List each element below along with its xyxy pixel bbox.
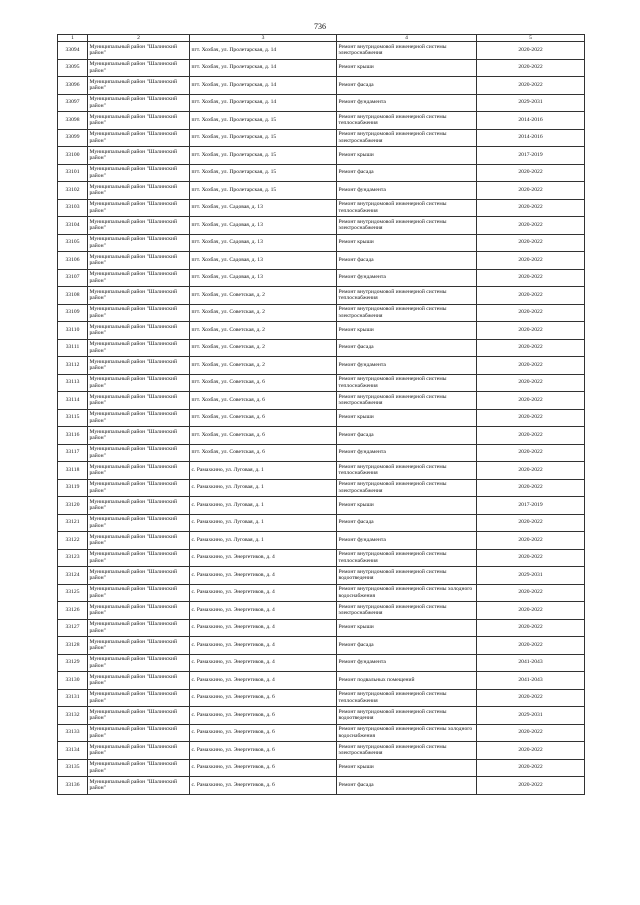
period-cell: 2020-2022 [477,427,585,445]
row-number: 33127 [58,619,88,637]
work-type-cell: Ремонт внутридомовой инженерной системы электроснабжения [337,479,477,497]
row-number: 33100 [58,147,88,165]
work-type-cell: Ремонт фундамента [337,532,477,550]
address-cell: с. Рамахкино, ул. Луговая, д. 1 [190,479,337,497]
municipality-cell: Муниципальный район "Шалинский район" [88,532,190,550]
table-row [58,689,585,707]
work-type-cell: Ремонт внутридомовой инженерной системы водоотведения [337,567,477,585]
address-cell: с. Рамахкино, ул. Энергетиков, д. 6 [190,742,337,760]
municipality-cell: Муниципальный район "Шалинский район" [88,549,190,567]
work-type-cell: Ремонт подвальных помещений [337,672,477,690]
period-cell: 2020-2022 [477,234,585,252]
address-cell: пгт. Хохбач, ул. Советская, д. 2 [190,304,337,322]
work-type-cell: Ремонт фасада [337,339,477,357]
municipality-cell: Муниципальный район "Шалинский район" [88,619,190,637]
address-cell: пгт. Хохбач, ул. Советская, д. 2 [190,322,337,340]
row-number: 33120 [58,497,88,515]
row-number: 33114 [58,392,88,410]
period-cell: 2029-2031 [477,567,585,585]
table-row [58,724,585,742]
municipality-cell: Муниципальный район "Шалинский район" [88,672,190,690]
address-cell: пгт. Хохбач, ул. Пролетарская, д. 14 [190,42,337,60]
address-cell: с. Рамахкино, ул. Энергетиков, д. 4 [190,619,337,637]
table-row [58,322,585,340]
period-cell: 2041-2043 [477,672,585,690]
work-type-cell: Ремонт внутридомовой инженерной системы электроснабжения [337,602,477,620]
work-type-cell: Ремонт внутридомовой инженерной системы электроснабжения [337,304,477,322]
table-row [58,252,585,270]
row-number: 33112 [58,357,88,375]
period-cell: 2020-2022 [477,182,585,200]
table-row [58,147,585,165]
table-row [58,199,585,217]
period-cell: 2017-2019 [477,497,585,515]
row-number: 33130 [58,672,88,690]
period-cell: 2020-2022 [477,532,585,550]
work-type-cell: Ремонт внутридомовой инженерной системы теплоснабжения [337,689,477,707]
period-cell: 2020-2022 [477,374,585,392]
row-number: 33099 [58,129,88,147]
work-type-cell: Ремонт внутридомовой инженерной системы теплоснабжения [337,112,477,130]
work-type-cell: Ремонт внутридомовой инженерной системы электроснабжения [337,742,477,760]
table-row [58,182,585,200]
row-number: 33132 [58,707,88,725]
table-row [58,707,585,725]
register-body [58,42,585,795]
municipality-cell: Муниципальный район "Шалинский район" [88,339,190,357]
address-cell: с. Рамахкино, ул. Луговая, д. 1 [190,532,337,550]
row-number: 33134 [58,742,88,760]
address-cell: пгт. Хохбач, ул. Пролетарская, д. 15 [190,129,337,147]
period-cell: 2020-2022 [477,602,585,620]
work-type-cell: Ремонт крыши [337,409,477,427]
municipality-cell: Муниципальный район "Шалинский район" [88,147,190,165]
address-cell: с. Рамахкино, ул. Энергетиков, д. 6 [190,689,337,707]
period-cell: 2020-2022 [477,479,585,497]
municipality-cell: Муниципальный район "Шалинский район" [88,217,190,235]
address-cell: пгт. Хохбач, ул. Садовая, д. 13 [190,217,337,235]
row-number: 33111 [58,339,88,357]
municipality-cell: Муниципальный район "Шалинский район" [88,94,190,112]
address-cell: пгт. Хохбач, ул. Садовая, д. 13 [190,199,337,217]
address-cell: пгт. Хохбач, ул. Пролетарская, д. 14 [190,59,337,77]
column-header: 1 [58,35,88,42]
table-row [58,59,585,77]
period-cell: 2020-2022 [477,269,585,287]
repair-register-table [57,34,585,795]
table-row [58,444,585,462]
municipality-cell: Муниципальный район "Шалинский район" [88,514,190,532]
address-cell: пгт. Хохбач, ул. Пролетарская, д. 15 [190,147,337,165]
work-type-cell: Ремонт внутридомовой инженерной системы электроснабжения [337,392,477,410]
period-cell: 2020-2022 [477,689,585,707]
work-type-cell: Ремонт фундамента [337,269,477,287]
address-cell: пгт. Хохбач, ул. Пролетарская, д. 15 [190,182,337,200]
row-number: 33110 [58,322,88,340]
row-number: 33116 [58,427,88,445]
address-cell: пгт. Хохбач, ул. Садовая, д. 13 [190,252,337,270]
table-row [58,287,585,305]
address-cell: с. Рамахкино, ул. Энергетиков, д. 6 [190,759,337,777]
table-row [58,672,585,690]
address-cell: с. Рамахкино, ул. Энергетиков, д. 4 [190,584,337,602]
period-cell: 2020-2022 [477,409,585,427]
column-header: 3 [190,35,337,42]
period-cell: 2020-2022 [477,339,585,357]
row-number: 33133 [58,724,88,742]
municipality-cell: Муниципальный район "Шалинский район" [88,707,190,725]
work-type-cell: Ремонт фасада [337,777,477,795]
work-type-cell: Ремонт фасада [337,514,477,532]
period-cell: 2020-2022 [477,619,585,637]
period-cell: 2020-2022 [477,514,585,532]
row-number: 33102 [58,182,88,200]
table-row [58,42,585,60]
table-row [58,427,585,445]
work-type-cell: Ремонт внутридомовой инженерной системы теплоснабжения [337,549,477,567]
table-row [58,269,585,287]
row-number: 33106 [58,252,88,270]
period-cell: 2017-2019 [477,147,585,165]
row-number: 33103 [58,199,88,217]
address-cell: пгт. Хохбач, ул. Садовая, д. 13 [190,269,337,287]
table-row [58,479,585,497]
municipality-cell: Муниципальный район "Шалинский район" [88,392,190,410]
row-number: 33109 [58,304,88,322]
table-row [58,514,585,532]
work-type-cell: Ремонт фасада [337,164,477,182]
period-cell: 2020-2022 [477,77,585,95]
table-row [58,462,585,480]
municipality-cell: Муниципальный район "Шалинский район" [88,689,190,707]
period-cell: 2020-2022 [477,724,585,742]
period-cell: 2020-2022 [477,584,585,602]
address-cell: с. Рамахкино, ул. Энергетиков, д. 4 [190,672,337,690]
address-cell: пгт. Хохбач, ул. Советская, д. 6 [190,374,337,392]
municipality-cell: Муниципальный район "Шалинский район" [88,462,190,480]
period-cell: 2014-2016 [477,112,585,130]
period-cell: 2020-2022 [477,637,585,655]
period-cell: 2014-2016 [477,129,585,147]
address-cell: с. Рамахкино, ул. Энергетиков, д. 6 [190,724,337,742]
row-number: 33126 [58,602,88,620]
table-row [58,409,585,427]
address-cell: пгт. Хохбач, ул. Советская, д. 2 [190,339,337,357]
address-cell: пгт. Хохбач, ул. Советская, д. 6 [190,392,337,410]
address-cell: пгт. Хохбач, ул. Садовая, д. 13 [190,234,337,252]
row-number: 33098 [58,112,88,130]
row-number: 33095 [58,59,88,77]
period-cell: 2020-2022 [477,357,585,375]
address-cell: пгт. Хохбач, ул. Пролетарская, д. 15 [190,164,337,182]
work-type-cell: Ремонт внутридомовой инженерной системы электроснабжения [337,129,477,147]
municipality-cell: Муниципальный район "Шалинский район" [88,164,190,182]
table-row [58,619,585,637]
period-cell: 2020-2022 [477,199,585,217]
address-cell: с. Рамахкино, ул. Энергетиков, д. 4 [190,602,337,620]
municipality-cell: Муниципальный район "Шалинский район" [88,567,190,585]
municipality-cell: Муниципальный район "Шалинский район" [88,269,190,287]
address-cell: с. Рамахкино, ул. Луговая, д. 1 [190,514,337,532]
work-type-cell: Ремонт внутридомовой инженерной системы холодного водоснабжения [337,584,477,602]
period-cell: 2020-2022 [477,759,585,777]
table-row [58,112,585,130]
municipality-cell: Муниципальный район "Шалинский район" [88,759,190,777]
table-row [58,567,585,585]
row-number: 33128 [58,637,88,655]
row-number: 33096 [58,77,88,95]
period-cell: 2020-2022 [477,742,585,760]
work-type-cell: Ремонт внутридомовой инженерной системы теплоснабжения [337,287,477,305]
column-header: 4 [337,35,477,42]
row-number: 33125 [58,584,88,602]
municipality-cell: Муниципальный район "Шалинский район" [88,409,190,427]
row-number: 33117 [58,444,88,462]
municipality-cell: Муниципальный район "Шалинский район" [88,444,190,462]
work-type-cell: Ремонт фасада [337,252,477,270]
address-cell: с. Рамахкино, ул. Энергетиков, д. 4 [190,654,337,672]
row-number: 33119 [58,479,88,497]
row-number: 33124 [58,567,88,585]
work-type-cell: Ремонт крыши [337,147,477,165]
municipality-cell: Муниципальный район "Шалинский район" [88,129,190,147]
municipality-cell: Муниципальный район "Шалинский район" [88,637,190,655]
page-number: 736 [314,22,326,31]
table-row [58,584,585,602]
table-row [58,602,585,620]
municipality-cell: Муниципальный район "Шалинский район" [88,357,190,375]
municipality-cell: Муниципальный район "Шалинский район" [88,584,190,602]
row-number: 33129 [58,654,88,672]
address-cell: с. Рамахкино, ул. Энергетиков, д. 4 [190,637,337,655]
municipality-cell: Муниципальный район "Шалинский район" [88,234,190,252]
period-cell: 2029-2031 [477,94,585,112]
header-row [58,35,585,42]
work-type-cell: Ремонт фундамента [337,182,477,200]
work-type-cell: Ремонт фасада [337,637,477,655]
work-type-cell: Ремонт внутридомовой инженерной системы теплоснабжения [337,462,477,480]
table-row [58,549,585,567]
municipality-cell: Муниципальный район "Шалинский район" [88,287,190,305]
period-cell: 2020-2022 [477,252,585,270]
address-cell: с. Рамахкино, ул. Луговая, д. 1 [190,497,337,515]
row-number: 33122 [58,532,88,550]
work-type-cell: Ремонт фундамента [337,444,477,462]
address-cell: пгт. Хохбач, ул. Пролетарская, д. 15 [190,112,337,130]
address-cell: с. Рамахкино, ул. Луговая, д. 1 [190,462,337,480]
period-cell: 2020-2022 [477,549,585,567]
address-cell: пгт. Хохбач, ул. Пролетарская, д. 14 [190,77,337,95]
municipality-cell: Муниципальный район "Шалинский район" [88,479,190,497]
work-type-cell: Ремонт внутридомовой инженерной системы теплоснабжения [337,199,477,217]
period-cell: 2020-2022 [477,444,585,462]
work-type-cell: Ремонт фасада [337,427,477,445]
table-row [58,637,585,655]
period-cell: 2020-2022 [477,164,585,182]
row-number: 33118 [58,462,88,480]
address-cell: пгт. Хохбач, ул. Советская, д. 6 [190,427,337,445]
period-cell: 2020-2022 [477,287,585,305]
table-row [58,304,585,322]
address-cell: пгт. Хохбач, ул. Советская, д. 2 [190,357,337,375]
municipality-cell: Муниципальный район "Шалинский район" [88,112,190,130]
municipality-cell: Муниципальный район "Шалинский район" [88,182,190,200]
period-cell: 2020-2022 [477,322,585,340]
period-cell: 2020-2022 [477,42,585,60]
address-cell: с. Рамахкино, ул. Энергетиков, д. 4 [190,567,337,585]
municipality-cell: Муниципальный район "Шалинский район" [88,199,190,217]
period-cell: 2041-2043 [477,654,585,672]
work-type-cell: Ремонт крыши [337,322,477,340]
address-cell: пгт. Хохбач, ул. Пролетарская, д. 14 [190,94,337,112]
table-row [58,94,585,112]
table-row [58,234,585,252]
period-cell: 2029-2031 [477,707,585,725]
table-row [58,532,585,550]
row-number: 33123 [58,549,88,567]
work-type-cell: Ремонт крыши [337,759,477,777]
period-cell: 2020-2022 [477,59,585,77]
municipality-cell: Муниципальный район "Шалинский район" [88,77,190,95]
period-cell: 2020-2022 [477,217,585,235]
work-type-cell: Ремонт внутридомовой инженерной системы холодного водоснабжения [337,724,477,742]
work-type-cell: Ремонт внутридомовой инженерной системы водоотведения [337,707,477,725]
address-cell: с. Рамахкино, ул. Энергетиков, д. 4 [190,549,337,567]
table-row [58,339,585,357]
municipality-cell: Муниципальный район "Шалинский район" [88,427,190,445]
table-row [58,654,585,672]
work-type-cell: Ремонт фундамента [337,94,477,112]
row-number: 33097 [58,94,88,112]
work-type-cell: Ремонт внутридомовой инженерной системы электроснабжения [337,42,477,60]
municipality-cell: Муниципальный район "Шалинский район" [88,322,190,340]
period-cell: 2020-2022 [477,304,585,322]
municipality-cell: Муниципальный район "Шалинский район" [88,42,190,60]
period-cell: 2020-2022 [477,777,585,795]
row-number: 33107 [58,269,88,287]
table-row [58,742,585,760]
table-row [58,759,585,777]
period-cell: 2020-2022 [477,392,585,410]
table-row [58,374,585,392]
column-header: 5 [477,35,585,42]
work-type-cell: Ремонт фасада [337,77,477,95]
address-cell: пгт. Хохбач, ул. Советская, д. 2 [190,287,337,305]
row-number: 33115 [58,409,88,427]
table-row [58,357,585,375]
work-type-cell: Ремонт фундамента [337,654,477,672]
municipality-cell: Муниципальный район "Шалинский район" [88,374,190,392]
municipality-cell: Муниципальный район "Шалинский район" [88,304,190,322]
work-type-cell: Ремонт внутридомовой инженерной системы электроснабжения [337,217,477,235]
work-type-cell: Ремонт крыши [337,619,477,637]
work-type-cell: Ремонт крыши [337,234,477,252]
table-row [58,129,585,147]
work-type-cell: Ремонт фундамента [337,357,477,375]
row-number: 33105 [58,234,88,252]
municipality-cell: Муниципальный район "Шалинский район" [88,252,190,270]
municipality-cell: Муниципальный район "Шалинский район" [88,602,190,620]
address-cell: с. Рамахкино, ул. Энергетиков, д. 6 [190,777,337,795]
row-number: 33136 [58,777,88,795]
municipality-cell: Муниципальный район "Шалинский район" [88,777,190,795]
row-number: 33131 [58,689,88,707]
work-type-cell: Ремонт крыши [337,59,477,77]
row-number: 33101 [58,164,88,182]
table-row [58,392,585,410]
table-row [58,164,585,182]
row-number: 33113 [58,374,88,392]
municipality-cell: Муниципальный район "Шалинский район" [88,497,190,515]
row-number: 33108 [58,287,88,305]
work-type-cell: Ремонт внутридомовой инженерной системы теплоснабжения [337,374,477,392]
period-cell: 2020-2022 [477,462,585,480]
table-row [58,77,585,95]
column-header: 2 [88,35,190,42]
address-cell: пгт. Хохбач, ул. Советская, д. 6 [190,444,337,462]
table-row [58,497,585,515]
row-number: 33104 [58,217,88,235]
address-cell: пгт. Хохбач, ул. Советская, д. 6 [190,409,337,427]
table-row [58,217,585,235]
row-number: 33135 [58,759,88,777]
municipality-cell: Муниципальный район "Шалинский район" [88,654,190,672]
row-number: 33094 [58,42,88,60]
municipality-cell: Муниципальный район "Шалинский район" [88,742,190,760]
address-cell: с. Рамахкино, ул. Энергетиков, д. 6 [190,707,337,725]
table-row [58,777,585,795]
row-number: 33121 [58,514,88,532]
work-type-cell: Ремонт крыши [337,497,477,515]
municipality-cell: Муниципальный район "Шалинский район" [88,59,190,77]
municipality-cell: Муниципальный район "Шалинский район" [88,724,190,742]
